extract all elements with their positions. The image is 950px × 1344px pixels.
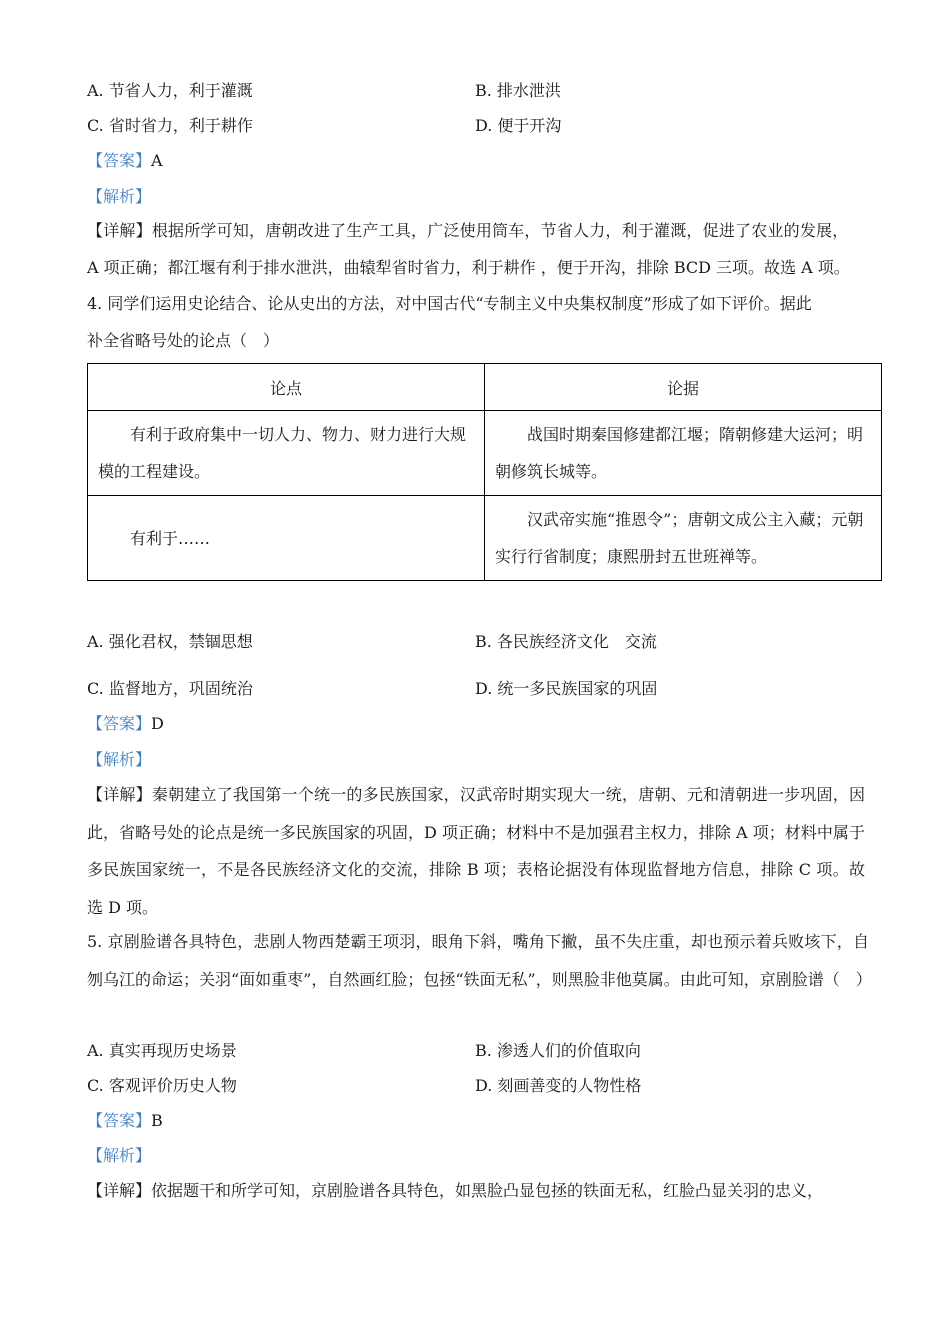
q4-stem-line1: 4. 同学们运用史论结合、论从史出的方法，对中国古代“专制主义中央集权制度”形成了如下评价。据此 [87, 294, 812, 313]
q3-option-c: C. 省时省力，利于耕作 [87, 116, 253, 135]
row2-evidence: 汉武帝实施“推恩令”；唐朝文成公主入藏；元朝实行行省制度；康熙册封五世班禅等。 [485, 496, 882, 581]
table-header-row [88, 364, 882, 411]
answer-value: A [151, 151, 163, 170]
detail-tag: 【详解】 [87, 221, 152, 240]
q5-detail [87, 1181, 823, 1201]
answer-tag: 【答案】 [87, 1111, 152, 1130]
table-row [88, 411, 882, 496]
q5-option-c: C. 客观评价历史人物 [87, 1076, 237, 1095]
q4-option-a: A. 强化君权，禁锢思想 [87, 632, 253, 651]
detail-text: 根据所学可知，唐朝改进了生产工具，广泛使用筒车，节省人力，利于灌溉，促进了农业的发展， [151, 221, 849, 240]
q5-analysis-tag: 【解析】 [87, 1146, 152, 1165]
row1-argument: 有利于政府集中一切人力、物力、财力进行大规模的工程建设。 [88, 411, 485, 496]
row2-argument: 有利于…… [88, 496, 485, 581]
q5-answer [87, 1111, 163, 1131]
answer-tag: 【答案】 [87, 151, 152, 170]
q4-stem-line2: 补全省略号处的论点（ ） [87, 331, 280, 350]
table-row [88, 496, 882, 581]
q4-answer [87, 714, 164, 734]
q3-detail-line1 [87, 221, 848, 241]
q5-option-b: B. 渗透人们的价值取向 [475, 1041, 641, 1060]
q4-option-b: B. 各民族经济文化 交流 [475, 632, 657, 651]
q3-answer [87, 151, 163, 171]
q4-analysis-tag: 【解析】 [87, 750, 152, 769]
answer-tag: 【答案】 [87, 714, 152, 733]
detail-tag: 【详解】 [87, 1181, 152, 1200]
answer-value: D [151, 714, 164, 733]
q5-option-a: A. 真实再现历史场景 [87, 1041, 237, 1060]
q3-analysis-tag: 【解析】 [87, 187, 152, 206]
q5-stem: 5. 京剧脸谱各具特色，悲剧人物西楚霸王项羽，眼角下斜，嘴角下撇，虽不失庄重，却也预示着兵败垓下，自刎乌江的命运；关羽“面如重枣”，自然画红脸；包拯“铁面无私”，则黑脸非他莫属。由此可知，京剧脸谱（ ） [87, 932, 872, 989]
q5-option-d: D. 刻画善变的人物性格 [475, 1076, 642, 1095]
q3-option-b: B. 排水泄洪 [475, 81, 561, 100]
q4-detail [87, 776, 865, 926]
detail-tag: 【详解】 [87, 785, 152, 804]
q3-option-a: A. 节省人力，利于灌溉 [87, 81, 253, 100]
header-evidence: 论据 [485, 364, 882, 411]
detail-text: 秦朝建立了我国第一个统一的多民族国家，汉武帝时期实现大一统，唐朝、元和清朝进一步巩固，因此，省略号处的论点是统一多民族国家的巩固，D 项正确；材料中不是加强君主权力，排除 A 项；材料中属于多民族国家统一，不是各民族经济文化的交流，排除 B 项；表格论据没有体现监督地方信息，排除 C 项。故选 D 项。 [87, 785, 865, 917]
argument-table [87, 363, 882, 581]
answer-value: B [151, 1111, 163, 1130]
row1-evidence: 战国时期秦国修建都江堰；隋朝修建大运河；明朝修筑长城等。 [485, 411, 882, 496]
q3-detail-line2: A 项正确；都江堰有利于排水泄洪，曲辕犁省时省力，利于耕作 ，便于开沟，排除 BCD 三项。故选 A 项。 [87, 258, 850, 277]
q4-option-d: D. 统一多民族国家的巩固 [475, 679, 658, 698]
header-argument: 论点 [88, 364, 485, 411]
detail-text: 依据题干和所学可知，京剧脸谱各具特色，如黑脸凸显包拯的铁面无私，红脸凸显关羽的忠义， [151, 1181, 824, 1200]
q3-option-d: D. 便于开沟 [475, 116, 562, 135]
q4-option-c: C. 监督地方，巩固统治 [87, 679, 253, 698]
